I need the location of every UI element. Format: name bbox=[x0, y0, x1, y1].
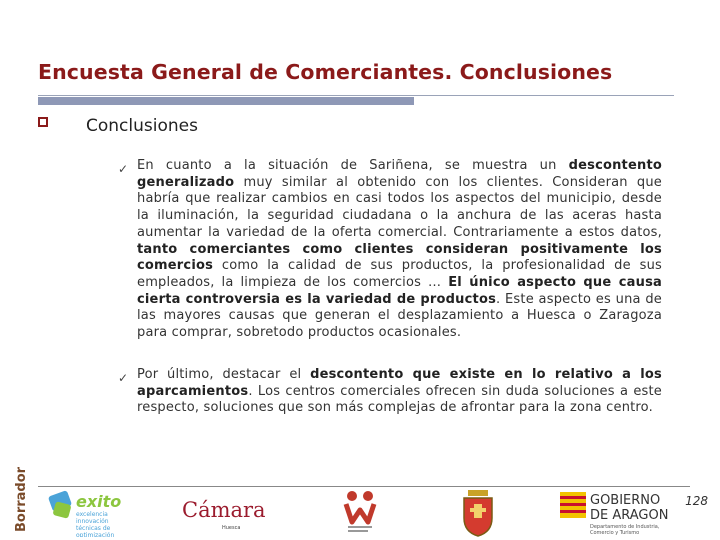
title-accent-bar bbox=[38, 97, 414, 105]
svg-text:técnicas de: técnicas de bbox=[76, 525, 111, 532]
checkmark-icon: ✓ bbox=[118, 371, 129, 385]
svg-text:Cámara: Cámara bbox=[182, 498, 266, 522]
draft-stamp: Borrador bbox=[14, 466, 29, 532]
svg-text:optimización: optimización bbox=[76, 532, 115, 537]
title-underline bbox=[38, 95, 674, 96]
conclusion-paragraph-2: Por último, destacar el descontento que existe en lo relativo a los aparcamientos. Los centros comerciales ofrecen sin duda soluciones a este respecto, soluciones que son más complejas de afrontar para la zona centro. bbox=[137, 367, 662, 416]
coat-of-arms-icon bbox=[460, 488, 496, 538]
svg-text:Departamento de Industria,: Departamento de Industria, bbox=[590, 524, 660, 530]
page-title: Encuesta General de Comerciantes. Conclusiones bbox=[38, 60, 613, 84]
svg-text:DE ARAGON: DE ARAGON bbox=[590, 508, 669, 523]
mujeres-logo bbox=[340, 488, 380, 538]
svg-text:exito: exito bbox=[76, 492, 122, 511]
footer-divider bbox=[38, 486, 690, 487]
page-number: 128 bbox=[685, 494, 708, 508]
svg-text:Huesca: Huesca bbox=[222, 525, 241, 531]
conclusion-paragraph-1: En cuanto a la situación de Sariñena, se muestra un descontento generalizado muy similar al obtenido con los clientes. Consideran que habría que realizar cambios en casi todos los aspectos del municipio, desde la iluminación, la seguridad ciudadana o la anchura de las aceras hasta aumentar la variedad de la oferta comercial. Contrariamente a estos datos, tanto comerciantes como clientes consideran positivamente los comercios como la calidad de sus productos, la profesionalidad de sus empleados, la limpieza de los comercios … El único aspecto que causa cierta controversia es la variedad de productos. Este aspecto es una de las mayores causas que generan el desplazamiento a Huesca o Zaragoza para comprar, sobretodo productos ocasionales. bbox=[137, 158, 662, 341]
svg-text:innovación: innovación bbox=[76, 518, 109, 525]
svg-text:GOBIERNO: GOBIERNO bbox=[590, 493, 661, 508]
gobierno-aragon-logo bbox=[560, 488, 676, 538]
svg-text:excelencia: excelencia bbox=[76, 511, 108, 518]
section-heading: Conclusiones bbox=[86, 116, 198, 136]
camara-logo bbox=[182, 495, 282, 531]
square-bullet-icon bbox=[38, 117, 48, 127]
checkmark-icon: ✓ bbox=[118, 162, 129, 176]
svg-text:Comercio y Turismo: Comercio y Turismo bbox=[590, 530, 640, 536]
exito-logo bbox=[48, 487, 134, 537]
